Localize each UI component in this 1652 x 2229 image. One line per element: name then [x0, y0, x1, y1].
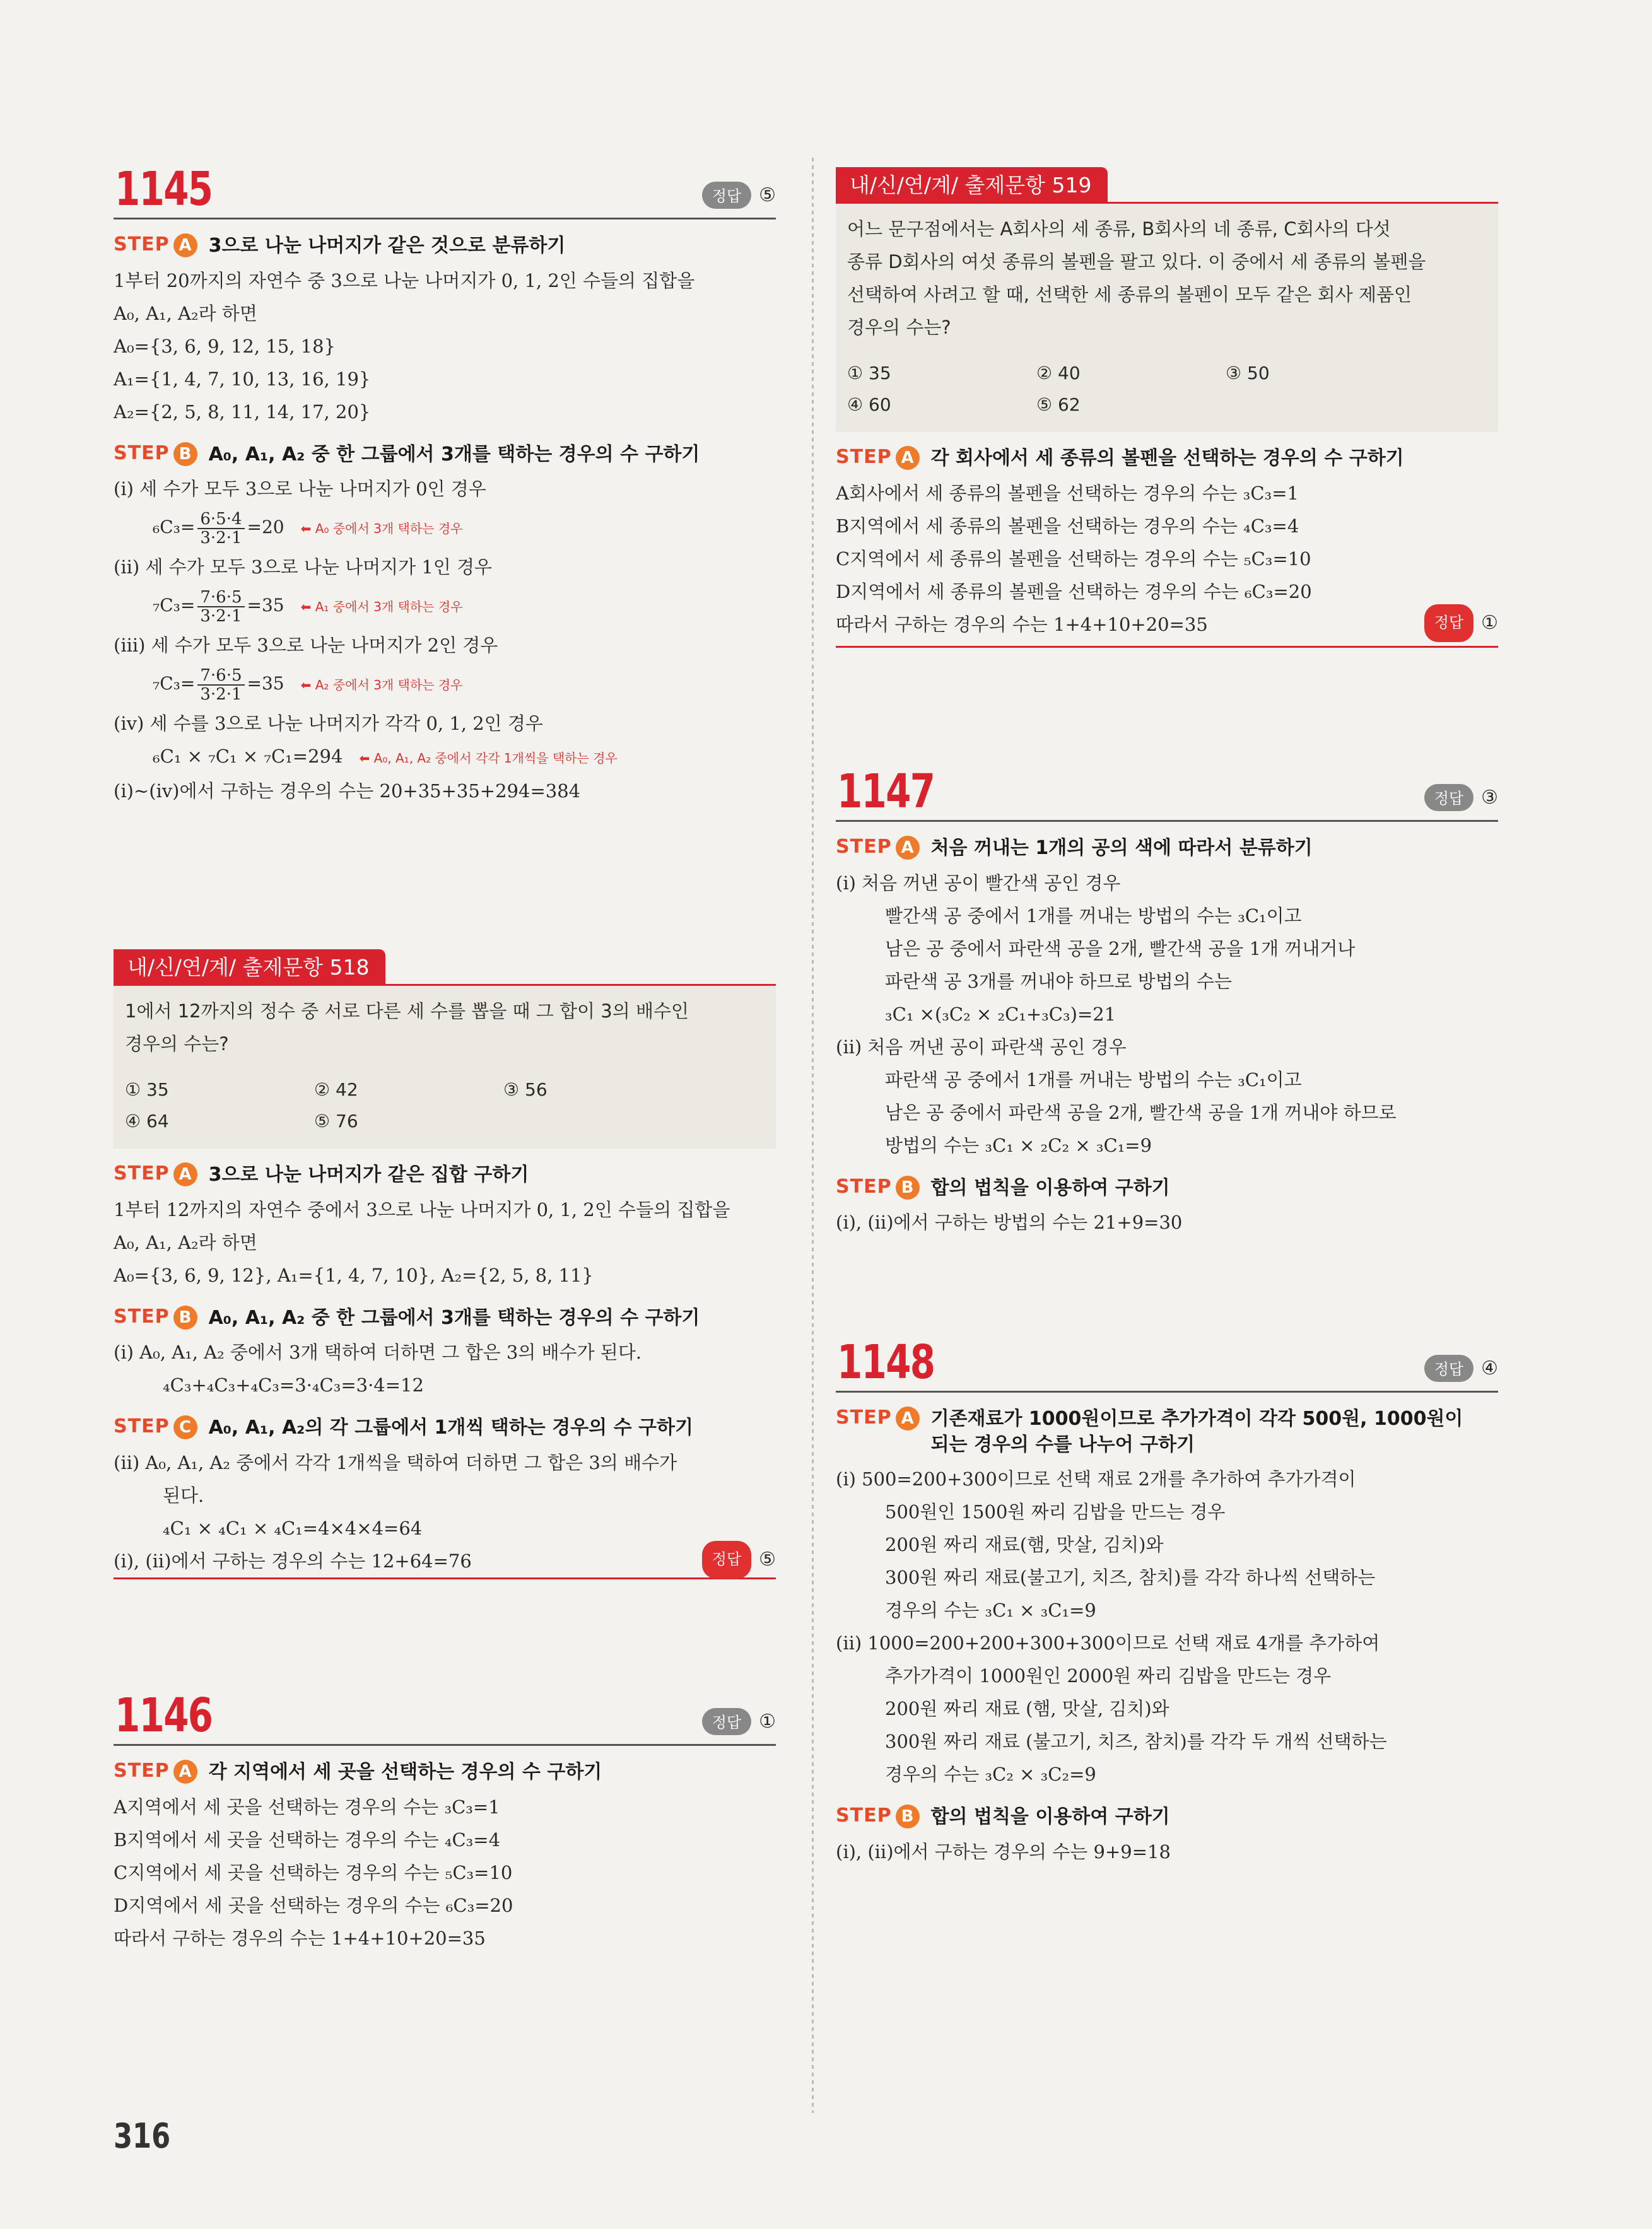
- step-a: STEP A 처음 꺼내는 1개의 공의 색에 따라서 분류하기: [836, 836, 1313, 859]
- annotation-note: ⬅ A₀ 중에서 3개 택하는 경우: [301, 521, 463, 536]
- answer-badge: 정답 ①: [702, 1708, 776, 1735]
- text-line: A₀={3, 6, 9, 12, 15, 18}: [114, 335, 336, 357]
- answer-badge: 정답 ⑤: [702, 182, 776, 209]
- case-line: (ⅳ) 세 수를 3으로 나눈 나머지가 각각 0, 1, 2인 경우: [114, 713, 543, 734]
- case-line: (ⅲ) 세 수가 모두 3으로 나눈 나머지가 2인 경우: [114, 635, 498, 656]
- column-divider: [812, 158, 814, 2113]
- problem-header: [114, 1687, 776, 1746]
- step-a: STEP A 3으로 나눈 나머지가 같은 것으로 분류하기: [114, 233, 566, 257]
- answer-options: ① 35 ② 42 ③ 56 ④ 64 ⑤ 76: [125, 1079, 548, 1132]
- solution-1145: [114, 161, 776, 807]
- problem-box: 어느 문구점에서는 A회사의 세 종류, B회사의 네 종류, C회사의 다섯 종류 D회사의 여섯 종류의 볼펜을 팔고 있다. 이 중에서 세 종류의 볼펜을 선택하여 사려고 할 때, 선택한 세 종류의 볼펜이 모두 같은 회사 제품인 경우의 수는? ① 35 ② 40 ③ 50 ④ 60 ⑤ 62: [836, 204, 1498, 432]
- problem-number: 1146: [115, 1688, 213, 1743]
- answer-badge: 정답 ④: [1424, 1355, 1498, 1382]
- step-a: STEP A 3으로 나눈 나머지가 같은 집합 구하기: [114, 1162, 529, 1186]
- equation: ₆C₁ × ₇C₁ × ₇C₁=294⬅ A₀, A₁, A₂ 중에서 각각 1개씩을 택하는 경우: [114, 740, 776, 775]
- problem-banner: 내/신/연/계/ 출제문항 518: [114, 949, 776, 986]
- related-problem-518: 내/신/연/계/ 출제문항 518 1에서 12까지의 정수 중 서로 다른 세 수를 뽑을 때 그 합이 3의 배수인 경우의 수는? ① 35 ② 42 ③ 56 ④ 64 ⑤ 76 STEP A 3으로 나눈 나머지가 같은 집합 구하기 1부터 12까지의 자연수 중에서 3으로 나눈 나머지가 0, 1, 2인 수들의 집합을 A₀, A₁, A₂라 하면 A₀={3, 6, 9, 12}, A₁={1, 4, 7, 10}, A₂={2, 5, 8, 11} STEP B A₀, A₁, A₂ 중 한 그룹에서 3개를 택하는 경우의 수 구하기 (ⅰ) A₀, A₁, A₂ 중에서 3개 택하여 더하면 그 합은 3의 배수가 된다. ₄C₃+₄C₃+₄C₃=3·₄C₃=3·4=12 STEP C A₀, A₁, A₂의 각 그룹에서 1개씩 택하는 경우의 수 구하기 (ⅱ) A₀, A₁, A₂ 중에서 각각 1개씩을 택하여 더하면 그 합은 3의 배수가 된다. ₄C₁ × ₄C₁ × ₄C₁=4×4×4=64 (ⅰ), (ⅱ)에서 구하는 경우의 수는 12+64=76 정답 ⑤: [114, 949, 776, 1579]
- step-b: STEP B A₀, A₁, A₂ 중 한 그룹에서 3개를 택하는 경우의 수 구하기: [114, 442, 700, 465]
- answer-badge: 정답 ①: [1424, 604, 1498, 642]
- step-a: STEP A 각 지역에서 세 곳을 선택하는 경우의 수 구하기: [114, 1760, 602, 1783]
- conclusion: (ⅰ), (ⅱ)에서 구하는 방법의 수는 21+9=30: [836, 1212, 1183, 1233]
- conclusion: 따라서 구하는 경우의 수는 1+4+10+20=35 정답 ①: [836, 608, 1498, 641]
- solution-1146: 1146 정답 ① STEP A 각 지역에서 세 곳을 선택하는 경우의 수 구하기 A지역에서 세 곳을 선택하는 경우의 수는 ₃C₃=1 B지역에서 세 곳을 선택하는 경우의 수는 ₄C₃=4 C지역에서 세 곳을 선택하는 경우의 수는 ₅C₃=10 D지역에서 세 곳을 선택하는 경우의 수는 ₆C₃=20 따라서 구하는 경우의 수는 1+4+10+20=35: [114, 1688, 776, 1949]
- text-line: A₀, A₁, A₂라 하면: [114, 302, 257, 324]
- solution-1147: 1147 정답 ③ STEP A 처음 꺼내는 1개의 공의 색에 따라서 분류하기 (ⅰ) 처음 꺼낸 공이 빨간색 공인 경우 빨간색 공 중에서 1개를 꺼내는 방법의 수는 ₃C₁이고 남은 공 중에서 파란색 공을 2개, 빨간색 공을 1개 꺼내거나 파란색 공 3개를 꺼내야 하므로 방법의 수는 ₃C₁ ×(₃C₂ × ₂C₁+₃C₃)=21 (ⅱ) 처음 꺼낸 공이 파란색 공인 경우 파란색 공 중에서 1개를 꺼내는 방법의 수는 ₃C₁이고 남은 공 중에서 파란색 공을 2개, 빨간색 공을 1개 꺼내야 하므로 방법의 수는 ₃C₁ × ₂C₂ × ₃C₁=9 STEP B 합의 법칙을 이용하여 구하기 (ⅰ), (ⅱ)에서 구하는 방법의 수는 21+9=30: [836, 763, 1498, 1239]
- answer-badge: 정답 ③: [1424, 784, 1498, 811]
- problem-header: [114, 161, 776, 219]
- equation: ₇C₃= $\frac{7\cdot 6\cdot 5}{3\cdot 2\cdot 1}$ =35⬅ A₂ 중에서 3개 택하는 경우: [114, 662, 776, 707]
- step-b: STEP B 합의 법칙을 이용하여 구하기: [836, 1175, 1170, 1199]
- solution-1148: 1148 정답 ④ STEP A 기존재료가 1000원이므로 추가가격이 각각 500원, 1000원이 되는 경우의 수를 나누어 구하기 (ⅰ) 500=200+300이므로 선택 재료 2개를 추가하여 추가가격이 500원인 1500원 짜리 김밥을 만드는 경우 200원 짜리 재료(햄, 맛살, 김치)와 300원 짜리 재료(불고기, 치즈, 참치)를 각각 하나씩 선택하는 경우의 수는 ₃C₁ × ₃C₁=9 (ⅱ) 1000=200+200+300+300이므로 선택 재료 4개를 추가하여 추가가격이 1000원인 2000원 짜리 김밥을 만드는 경우 200원 짜리 재료 (햄, 맛살, 김치)와 300원 짜리 재료 (불고기, 치즈, 참치)를 각각 두 개씩 선택하는 경우의 수는 ₃C₂ × ₃C₂=9 STEP B 합의 법칙을 이용하여 구하기 (ⅰ), (ⅱ)에서 구하는 경우의 수는 9+9=18: [836, 1334, 1498, 1868]
- problem-number: 1148: [837, 1335, 935, 1389]
- problem-number: 1147: [837, 764, 935, 819]
- text-line: A₁={1, 4, 7, 10, 13, 16, 19}: [114, 368, 371, 390]
- conclusion: (ⅰ), (ⅱ)에서 구하는 경우의 수는 9+9=18: [836, 1840, 1171, 1863]
- related-problem-519: 내/신/연/계/ 출제문항 519 어느 문구점에서는 A회사의 세 종류, B회사의 네 종류, C회사의 다섯 종류 D회사의 여섯 종류의 볼펜을 팔고 있다. 이 중에서 세 종류의 볼펜을 선택하여 사려고 할 때, 선택한 세 종류의 볼펜이 모두 같은 회사 제품인 경우의 수는? ① 35 ② 40 ③ 50 ④ 60 ⑤ 62 STEP A 각 회사에서 세 종류의 볼펜을 선택하는 경우의 수 구하기 A회사에서 세 종류의 볼펜을 선택하는 경우의 수는 ₃C₃=1 B지역에서 세 종류의 볼펜을 선택하는 경우의 수는 ₄C₃=4 C지역에서 세 종류의 볼펜을 선택하는 경우의 수는 ₅C₃=10 D지역에서 세 종류의 볼펜을 선택하는 경우의 수는 ₆C₃=20 따라서 구하는 경우의 수는 1+4+10+20=35 정답 ①: [836, 167, 1498, 648]
- answer-badge: 정답 ⑤: [702, 1541, 776, 1579]
- annotation-note: ⬅ A₂ 중에서 3개 택하는 경우: [301, 677, 463, 693]
- problem-box: 1에서 12까지의 정수 중 서로 다른 세 수를 뽑을 때 그 합이 3의 배수인 경우의 수는? ① 35 ② 42 ③ 56 ④ 64 ⑤ 76: [114, 986, 776, 1149]
- text-line: 1부터 20까지의 자연수 중 3으로 나눈 나머지가 0, 1, 2인 수들의 집합을: [114, 269, 695, 291]
- problem-number: 1145: [115, 162, 213, 216]
- case-line: (ⅰ) 세 수가 모두 3으로 나눈 나머지가 0인 경우: [114, 478, 486, 500]
- step-b: STEP B 합의 법칙을 이용하여 구하기: [836, 1805, 1170, 1828]
- text-line: A₂={2, 5, 8, 11, 14, 17, 20}: [114, 401, 371, 423]
- section-end-rule: [836, 646, 1498, 648]
- answer-options: ① 35 ② 40 ③ 50 ④ 60 ⑤ 62: [847, 363, 1270, 415]
- conclusion: (ⅰ), (ⅱ)에서 구하는 경우의 수는 12+64=76 정답 ⑤: [114, 1545, 776, 1577]
- equation: ₆C₃= $\frac{6\cdot 5\cdot 4}{3\cdot 2\cdot 1}$ =20⬅ A₀ 중에서 3개 택하는 경우: [114, 505, 776, 551]
- step-a: STEP A 기존재료가 1000원이므로 추가가격이 각각 500원, 1000원이 되는 경우의 수를 나누어 구하기: [836, 1407, 1463, 1456]
- conclusion: (ⅰ)~(ⅳ)에서 구하는 경우의 수는 20+35+35+294=384: [114, 780, 581, 802]
- annotation-note: ⬅ A₁ 중에서 3개 택하는 경우: [301, 599, 463, 614]
- step-a: STEP A 각 회사에서 세 종류의 볼펜을 선택하는 경우의 수 구하기: [836, 446, 1404, 469]
- step-b: STEP B A₀, A₁, A₂ 중 한 그룹에서 3개를 택하는 경우의 수 구하기: [114, 1305, 700, 1329]
- case-line: (ⅱ) 세 수가 모두 3으로 나눈 나머지가 1인 경우: [114, 556, 493, 578]
- equation: ₇C₃= $\frac{7\cdot 6\cdot 5}{3\cdot 2\cdot 1}$ =35⬅ A₁ 중에서 3개 택하는 경우: [114, 583, 776, 629]
- problem-header: [836, 1334, 1498, 1393]
- fraction: $\frac{7\cdot 6\cdot 5}{3\cdot 2\cdot 1}$: [197, 588, 244, 625]
- fraction: $\frac{7\cdot 6\cdot 5}{3\cdot 2\cdot 1}$: [197, 667, 244, 703]
- annotation-note: ⬅ A₀, A₁, A₂ 중에서 각각 1개씩을 택하는 경우: [359, 751, 617, 766]
- problem-banner: 내/신/연/계/ 출제문항 519: [836, 167, 1498, 204]
- page-number: 316: [114, 2116, 171, 2156]
- section-end-rule: [114, 1577, 776, 1579]
- fraction: $\frac{6\cdot 5\cdot 4}{3\cdot 2\cdot 1}$: [197, 510, 244, 547]
- problem-header: [836, 763, 1498, 822]
- step-c: STEP C A₀, A₁, A₂의 각 그룹에서 1개씩 택하는 경우의 수 구하기: [114, 1415, 693, 1439]
